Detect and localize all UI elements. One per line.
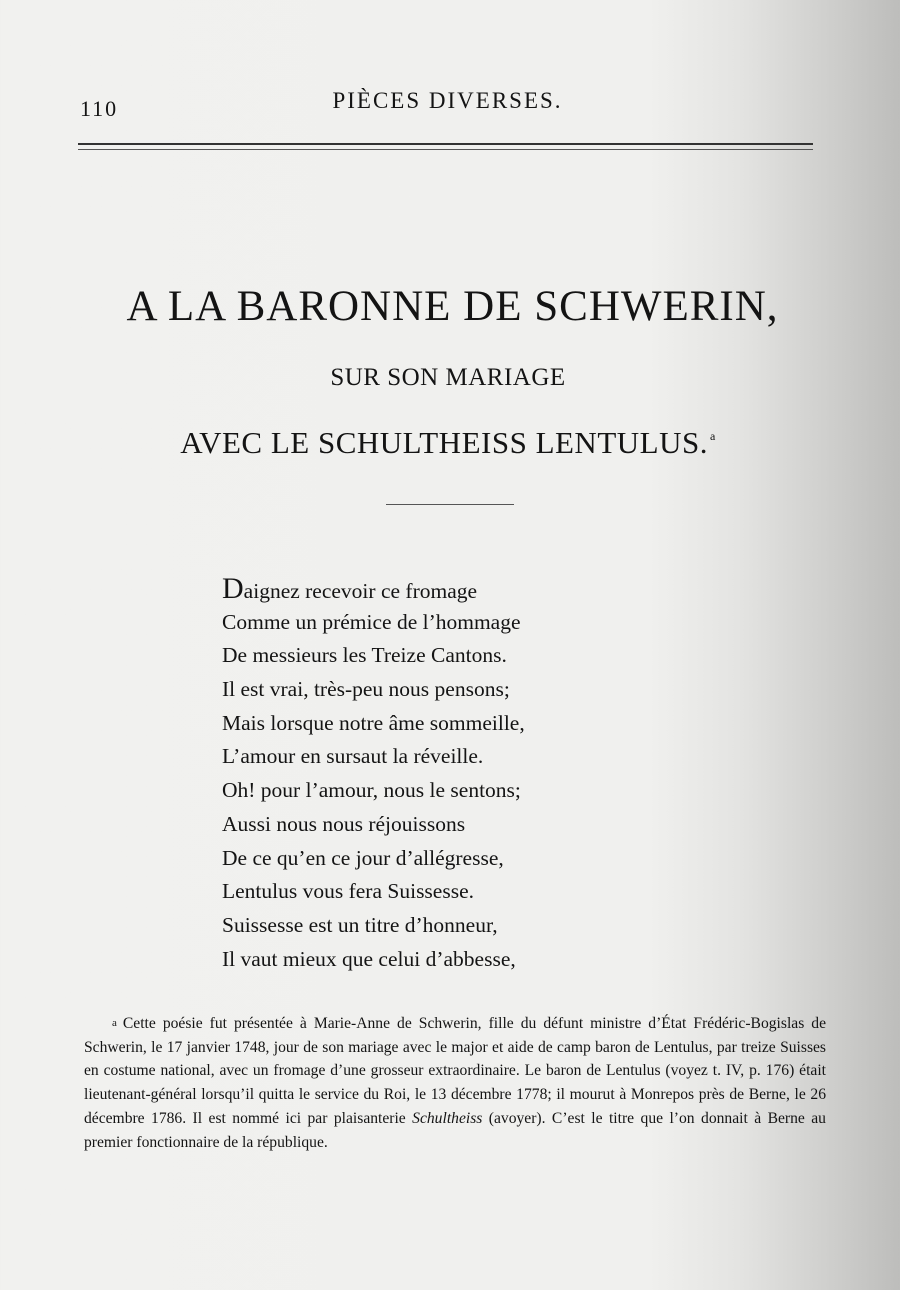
- footnote: [84, 1012, 826, 1154]
- poem-line: [222, 572, 525, 606]
- poem-title: A LA BARONNE DE SCHWERIN,: [126, 283, 779, 330]
- poem-subtitle-line-1: SUR SON MARIAGE: [330, 364, 566, 391]
- footnote-italic-term: Schultheiss: [412, 1109, 483, 1127]
- page-number: 110: [80, 96, 119, 121]
- section-divider: [386, 504, 514, 505]
- poem-line: Suissesse est un titre d’honneur,: [222, 912, 498, 937]
- footnote-text-end: (avoyer). C’est le titre que l’on donnait à Berne au premier fonctionnaire de la république.: [84, 1109, 826, 1151]
- poem-line: Lentulus vous fera Suissesse.: [222, 879, 474, 904]
- poem-line: Oh! pour l’amour, nous le sentons;: [222, 778, 521, 803]
- poem-line: Aussi nous nous réjouissons: [222, 811, 466, 836]
- footnote-reference[interactable]: a: [709, 429, 716, 443]
- footnote-text-start: Cette poésie fut présentée à Marie-Anne de Schwerin, fille du défunt ministre d’État Frédéric-Bogislas de Schwerin, le 17 janvier 1748, jour de son mariage avec le major et aide de camp baron de Lentulus, par treize Suisses en costume national, avec un fromage d’une grosseur extraordinaire. Le baron de Lentulus (voyez t. IV, p. 176) était lieutenant-général lorsqu’il quitta le service du Roi, le 13 décembre 1778; il mourut à Monrepos près de Berne, le 26 décembre 1786. Il est nommé ici par plaisanterie: [84, 1015, 826, 1127]
- header-double-rule: [78, 143, 813, 150]
- initial-letter: D: [222, 572, 244, 605]
- poem-line: De messieurs les Treize Cantons.: [222, 643, 507, 668]
- running-head: PIÈCES DIVERSES.: [332, 88, 563, 113]
- poem-line: Il vaut mieux que celui d’abbesse,: [222, 946, 516, 971]
- poem-line: L’amour en sursaut la réveille.: [222, 744, 484, 769]
- poem-line: Il est vrai, très-peu nous pensons;: [222, 677, 510, 702]
- subtitle-text: AVEC LE SCHULTHEISS LENTULUS.: [180, 425, 708, 460]
- poem-line: De ce qu’en ce jour d’allégresse,: [222, 845, 504, 870]
- poem-line: Comme un prémice de l’hommage: [222, 609, 521, 634]
- poem-line: Mais lorsque notre âme sommeille,: [222, 710, 525, 735]
- poem-subtitle-line-2: [0, 425, 896, 461]
- poem-line-text: aignez recevoir ce fromage: [243, 579, 478, 603]
- footnote-marker: a: [112, 1017, 117, 1029]
- poem-body: [222, 572, 525, 976]
